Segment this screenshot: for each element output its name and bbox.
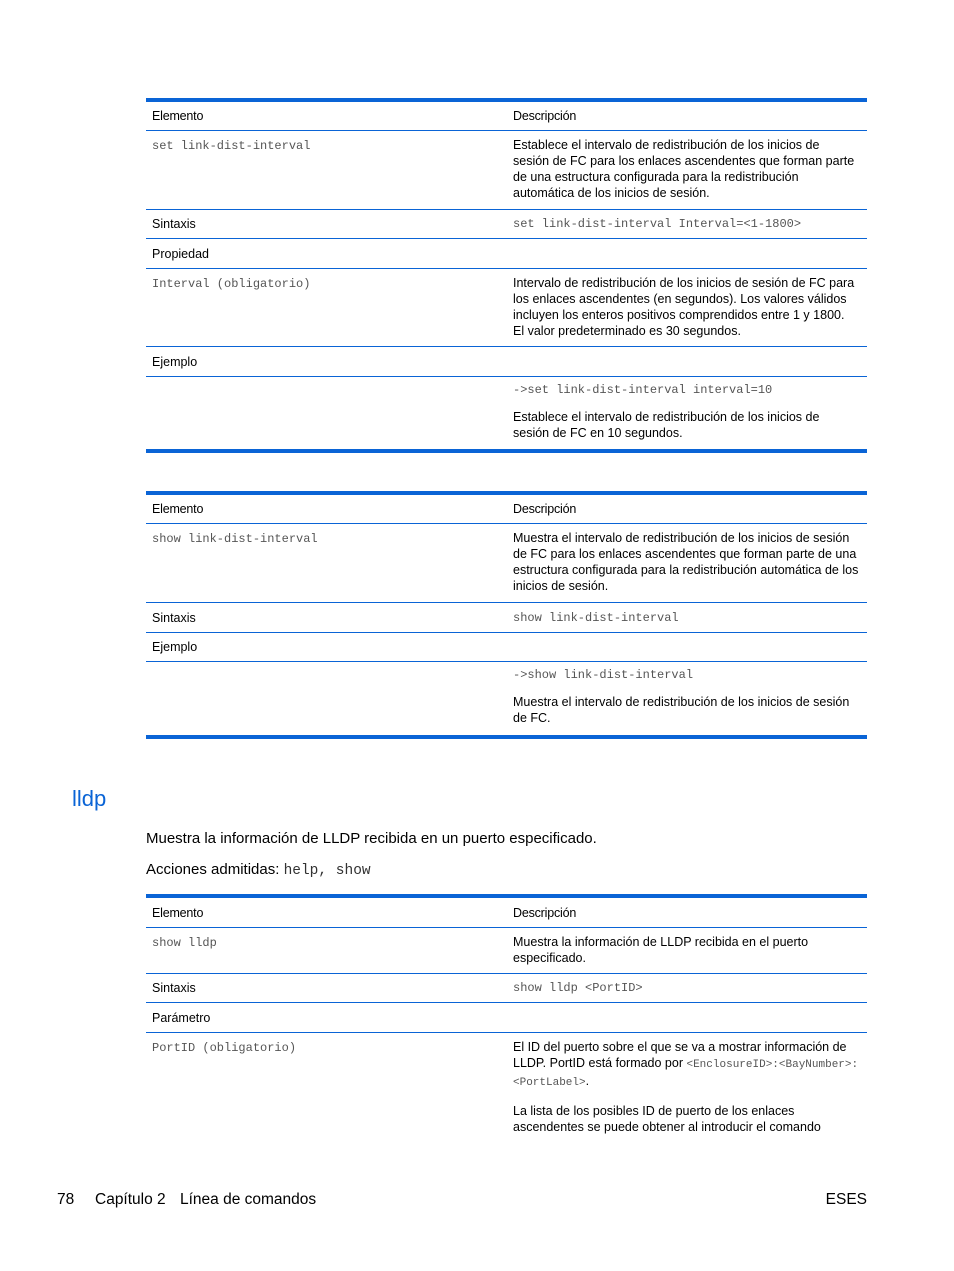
- param-description-text: El ID del puerto sobre el que se va a mostrar información de LLDP. PortID está formado por: [513, 1040, 847, 1070]
- example-command: ->show link-dist-interval: [513, 668, 694, 682]
- command-description: Establece el intervalo de redistribución de los inicios de sesión de FC para los enlaces ascendentes que forman parte de una estructura configurada para la redistribución automática de los inicios de sesión.: [513, 138, 855, 200]
- header-elemento: Elemento: [152, 109, 204, 123]
- table-bottom-rule: [146, 449, 867, 453]
- example-description: Establece el intervalo de redistribución de los inicios de sesión de FC en 10 segundos.: [513, 410, 820, 440]
- syntax-value: show lldp <PortID>: [513, 981, 643, 995]
- command-name: show lldp: [152, 936, 217, 950]
- chapter-label: Capítulo 2: [95, 1191, 166, 1208]
- example-content-row: [146, 662, 867, 735]
- param-row: [146, 269, 867, 347]
- table-show-lldp: [146, 894, 867, 1143]
- page-number: 78: [57, 1191, 75, 1208]
- table-header-row: [146, 102, 867, 131]
- command-name: show link-dist-interval: [152, 532, 318, 546]
- param-description: [513, 1039, 859, 1091]
- table-show-link-dist-interval: [146, 491, 867, 739]
- param-description: Intervalo de redistribución de los inicios de sesión de FC para los enlaces ascendentes (en segundos). Los valores válidos incluyen los enteros positivos comprendidos entre 1 y 1800. El valor predeterminado es 30 segundos.: [513, 276, 855, 338]
- command-description: Muestra la información de LLDP recibida en el puerto especificado.: [513, 935, 809, 965]
- chapter-title: Línea de comandos: [180, 1191, 317, 1208]
- example-row: [146, 347, 867, 377]
- param-row: [146, 1033, 867, 1143]
- locale-code: ESES: [825, 1191, 867, 1208]
- section-title: lldp: [72, 786, 107, 811]
- section-intro: Muestra la información de LLDP recibida en un puerto especificado.: [146, 830, 597, 847]
- empty-cell: [146, 668, 507, 735]
- command-name: set link-dist-interval: [152, 139, 311, 153]
- supported-actions: [146, 861, 371, 879]
- actions-label: Acciones admitidas: [146, 861, 276, 878]
- table-row: [146, 928, 867, 974]
- param-format-code: <EnclosureID>:<BayNumber>:<PortLabel>: [513, 1059, 859, 1089]
- example-label: Ejemplo: [152, 354, 198, 369]
- example-description: Muestra el intervalo de redistribución de los inicios de sesión de FC.: [513, 695, 850, 725]
- header-descripcion: Descripción: [513, 502, 577, 516]
- header-elemento: Elemento: [152, 502, 204, 516]
- property-label: Propiedad: [152, 246, 209, 261]
- param-description-end: .: [585, 1074, 590, 1088]
- syntax-label: Sintaxis: [152, 610, 196, 625]
- param-name: Interval (obligatorio): [152, 277, 311, 291]
- table-row: [146, 131, 867, 210]
- command-description: Muestra el intervalo de redistribución de los inicios de sesión de FC para los enlaces ascendentes que forman parte de una estructura configurada para la redistribución automática de los inicios de sesión.: [513, 531, 859, 593]
- table-row: [146, 524, 867, 603]
- syntax-label: Sintaxis: [152, 217, 196, 231]
- empty-cell: [146, 383, 507, 449]
- syntax-value: show link-dist-interval: [513, 610, 679, 625]
- table-header-row: [146, 495, 867, 524]
- header-elemento: Elemento: [152, 905, 204, 920]
- table-header-row: [146, 898, 867, 928]
- table-bottom-rule: [146, 735, 867, 739]
- actions-separator: :: [275, 861, 284, 878]
- param-description-2: La lista de los posibles ID de puerto de los enlaces ascendentes se puede obtener al introducir el comando: [513, 1104, 821, 1134]
- actions-value: help, show: [283, 863, 371, 879]
- parameter-row: [146, 1003, 867, 1033]
- syntax-value: set link-dist-interval Interval=<1-1800>: [513, 217, 802, 231]
- header-descripcion: Descripción: [513, 109, 577, 123]
- syntax-row: [146, 974, 867, 1003]
- syntax-label: Sintaxis: [152, 981, 196, 995]
- header-descripcion: Descripción: [513, 905, 577, 920]
- example-label: Ejemplo: [152, 640, 198, 654]
- example-row: [146, 633, 867, 662]
- property-row: [146, 239, 867, 269]
- example-content-row: [146, 377, 867, 449]
- syntax-row: [146, 603, 867, 633]
- table-set-link-dist-interval: [146, 98, 867, 453]
- param-name: PortID (obligatorio): [152, 1041, 297, 1055]
- parameter-label: Parámetro: [152, 1010, 211, 1025]
- syntax-row: [146, 210, 867, 239]
- example-command: ->set link-dist-interval interval=10: [513, 383, 773, 397]
